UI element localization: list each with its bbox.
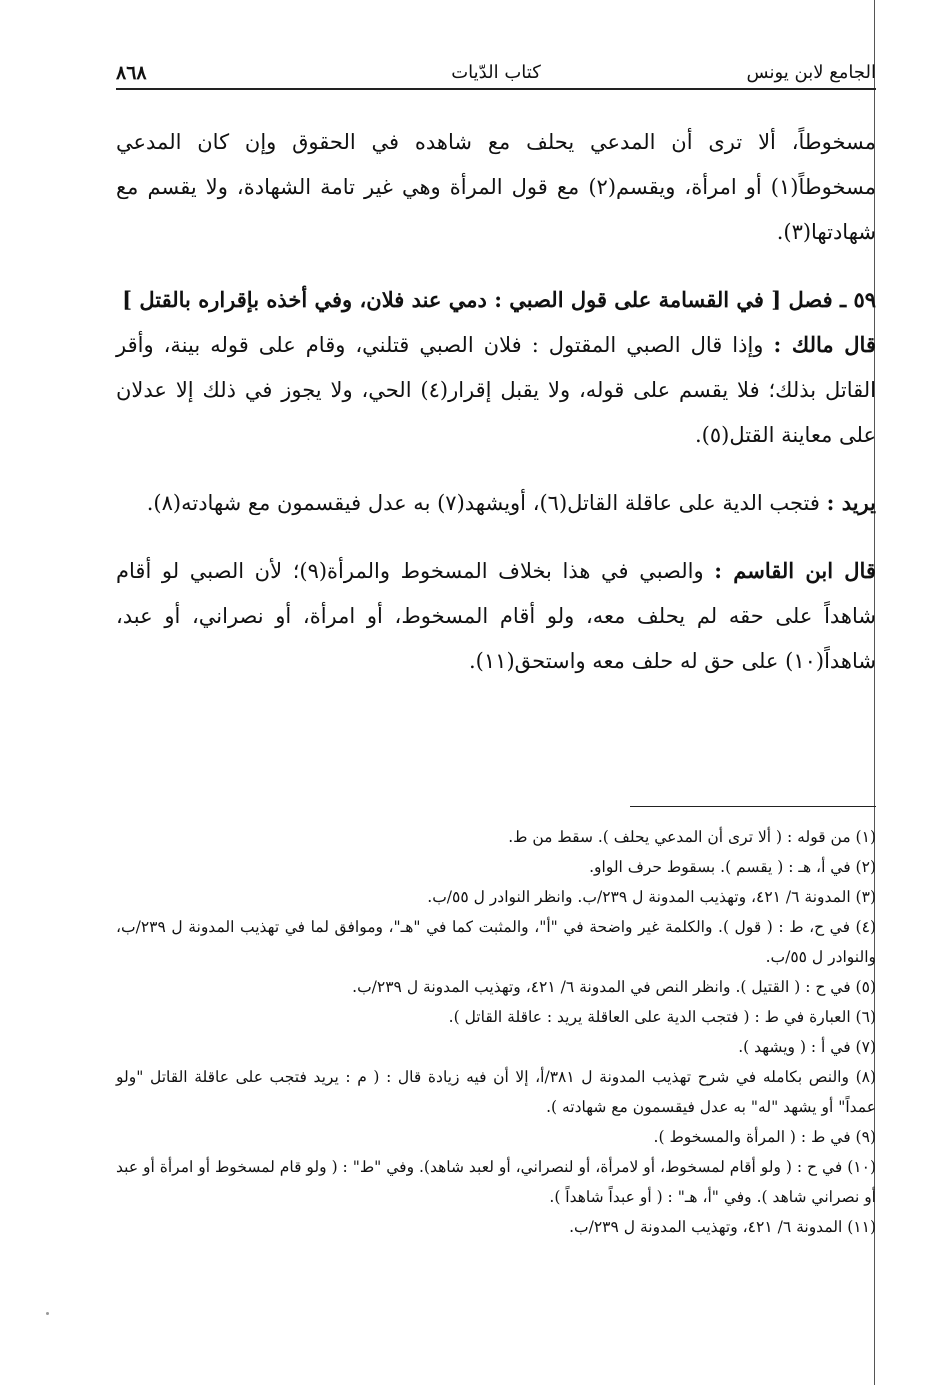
paragraph-2-text: وإذا قال الصبي المقتول : فلان الصبي قتلني، وقام على قوله بينة، وأقر القاتل بذلك؛ فلا يقسم على قوله، ولا يقبل إقرار(٤) الحي، ولا يجوز في ذلك إلا عدلان على معاينة القتل(٥). (116, 333, 876, 447)
paragraph-4 (116, 548, 876, 684)
paragraph-3 (116, 480, 876, 526)
footnote: (٩) في ط : ( المرأة والمسخوط ). (653, 1128, 876, 1146)
footnote: (٣) المدونة ٦/ ٤٢١، وتهذيب المدونة ل ٢٣٩/ب. وانظر النوادر ل ٥٥/ب. (427, 888, 876, 906)
paragraph-2 (116, 322, 876, 458)
scan-speck (46, 1312, 49, 1315)
chapter-title: كتاب الدّيات (451, 62, 541, 83)
footnote: (٧) في أ : ( ويشهد ). (738, 1038, 876, 1056)
footnotes (116, 822, 876, 1242)
main-text (116, 120, 876, 684)
footnote: (١١) المدونة ٦/ ٤٢١، وتهذيب المدونة ل ٢٣٩/ب. (569, 1218, 876, 1236)
footnote: (١) من قوله : ( ألا ترى أن المدعي يحلف ). سقط من ط. (508, 828, 876, 846)
footnote: (١٠) في ح : ( ولو أقام لمسخوط، أو لامرأة، أو لنصراني، أو لعبد شاهد). وفي "ط" : ( ولو قام لمسخوط أو امرأة أو عبد أو نصراني شاهد ). وفي "أ، هـ" : ( أو عبداً شاهداً ). (116, 1158, 876, 1206)
footnote: (٤) في ح، ط : ( قول ). والكلمة غير واضحة في "أ"، والمثبت كما في "هـ"، وموافق لما في تهذيب المدونة ل ٢٣٩/ب، والنوادر ل ٥٥/ب. (116, 918, 876, 966)
paragraph-4-text: والصبي في هذا بخلاف المسخوط والمرأة(٩)؛ لأن الصبي لو أقام شاهداً على حقه لم يحلف معه، ولو أقام المسخوط، أو امرأة، أو نصراني، أو عبد، شاهداً(١٠) على حق له حلف معه واستحق(١١). (116, 559, 876, 673)
footnote: (٦) العبارة في ط : ( فتجب الدية على العاقلة يريد : عاقلة القاتل ). (448, 1008, 876, 1026)
footnote: (٢) في أ، هـ : ( يقسم ). بسقوط حرف الواو. (589, 858, 876, 876)
page-number: ٨٦٨ (116, 62, 147, 84)
paragraph-3-text: فتجب الدية على عاقلة القاتل(٦)، أويشهد(٧) به عدل فيقسمون مع شهادته(٨). (146, 491, 820, 515)
speaker-label: يريد : (826, 490, 876, 515)
footnote: (٨) والنص بكامله في شرح تهذيب المدونة ل ٣٨١/أ، إلا أن فيه زيادة قال : ( م : يريد فتجب على عاقلة القاتل "ولو عمداً" أو يشهد "له" به عدل فيقسمون مع شهادته ). (116, 1068, 877, 1116)
speaker-label: قال مالك : (773, 332, 876, 357)
paragraph-1: مسخوطاً، ألا ترى أن المدعي يحلف مع شاهده في الحقوق وإن كان المدعي مسخوطاً(١) أو امرأة، ويقسم(٢) مع قول المرأة وهي غير تامة الشهادة، ولا يقسم مع شهادتها(٣). (116, 130, 876, 244)
section-heading: ٥٩ ـ فصل [ في القسامة على قول الصبي : دمي عند فلان، وفي أخذه بإقراره بالقتل ] (122, 287, 876, 312)
book-title: الجامع لابن يونس (746, 62, 876, 83)
running-header (116, 58, 876, 90)
speaker-label: قال ابن القاسم : (714, 558, 876, 583)
footnote: (٥) في ح : ( القتيل ). وانظر النص في المدونة ٦/ ٤٢١، وتهذيب المدونة ل ٢٣٩/ب. (352, 978, 876, 996)
footnote-divider (630, 806, 876, 807)
